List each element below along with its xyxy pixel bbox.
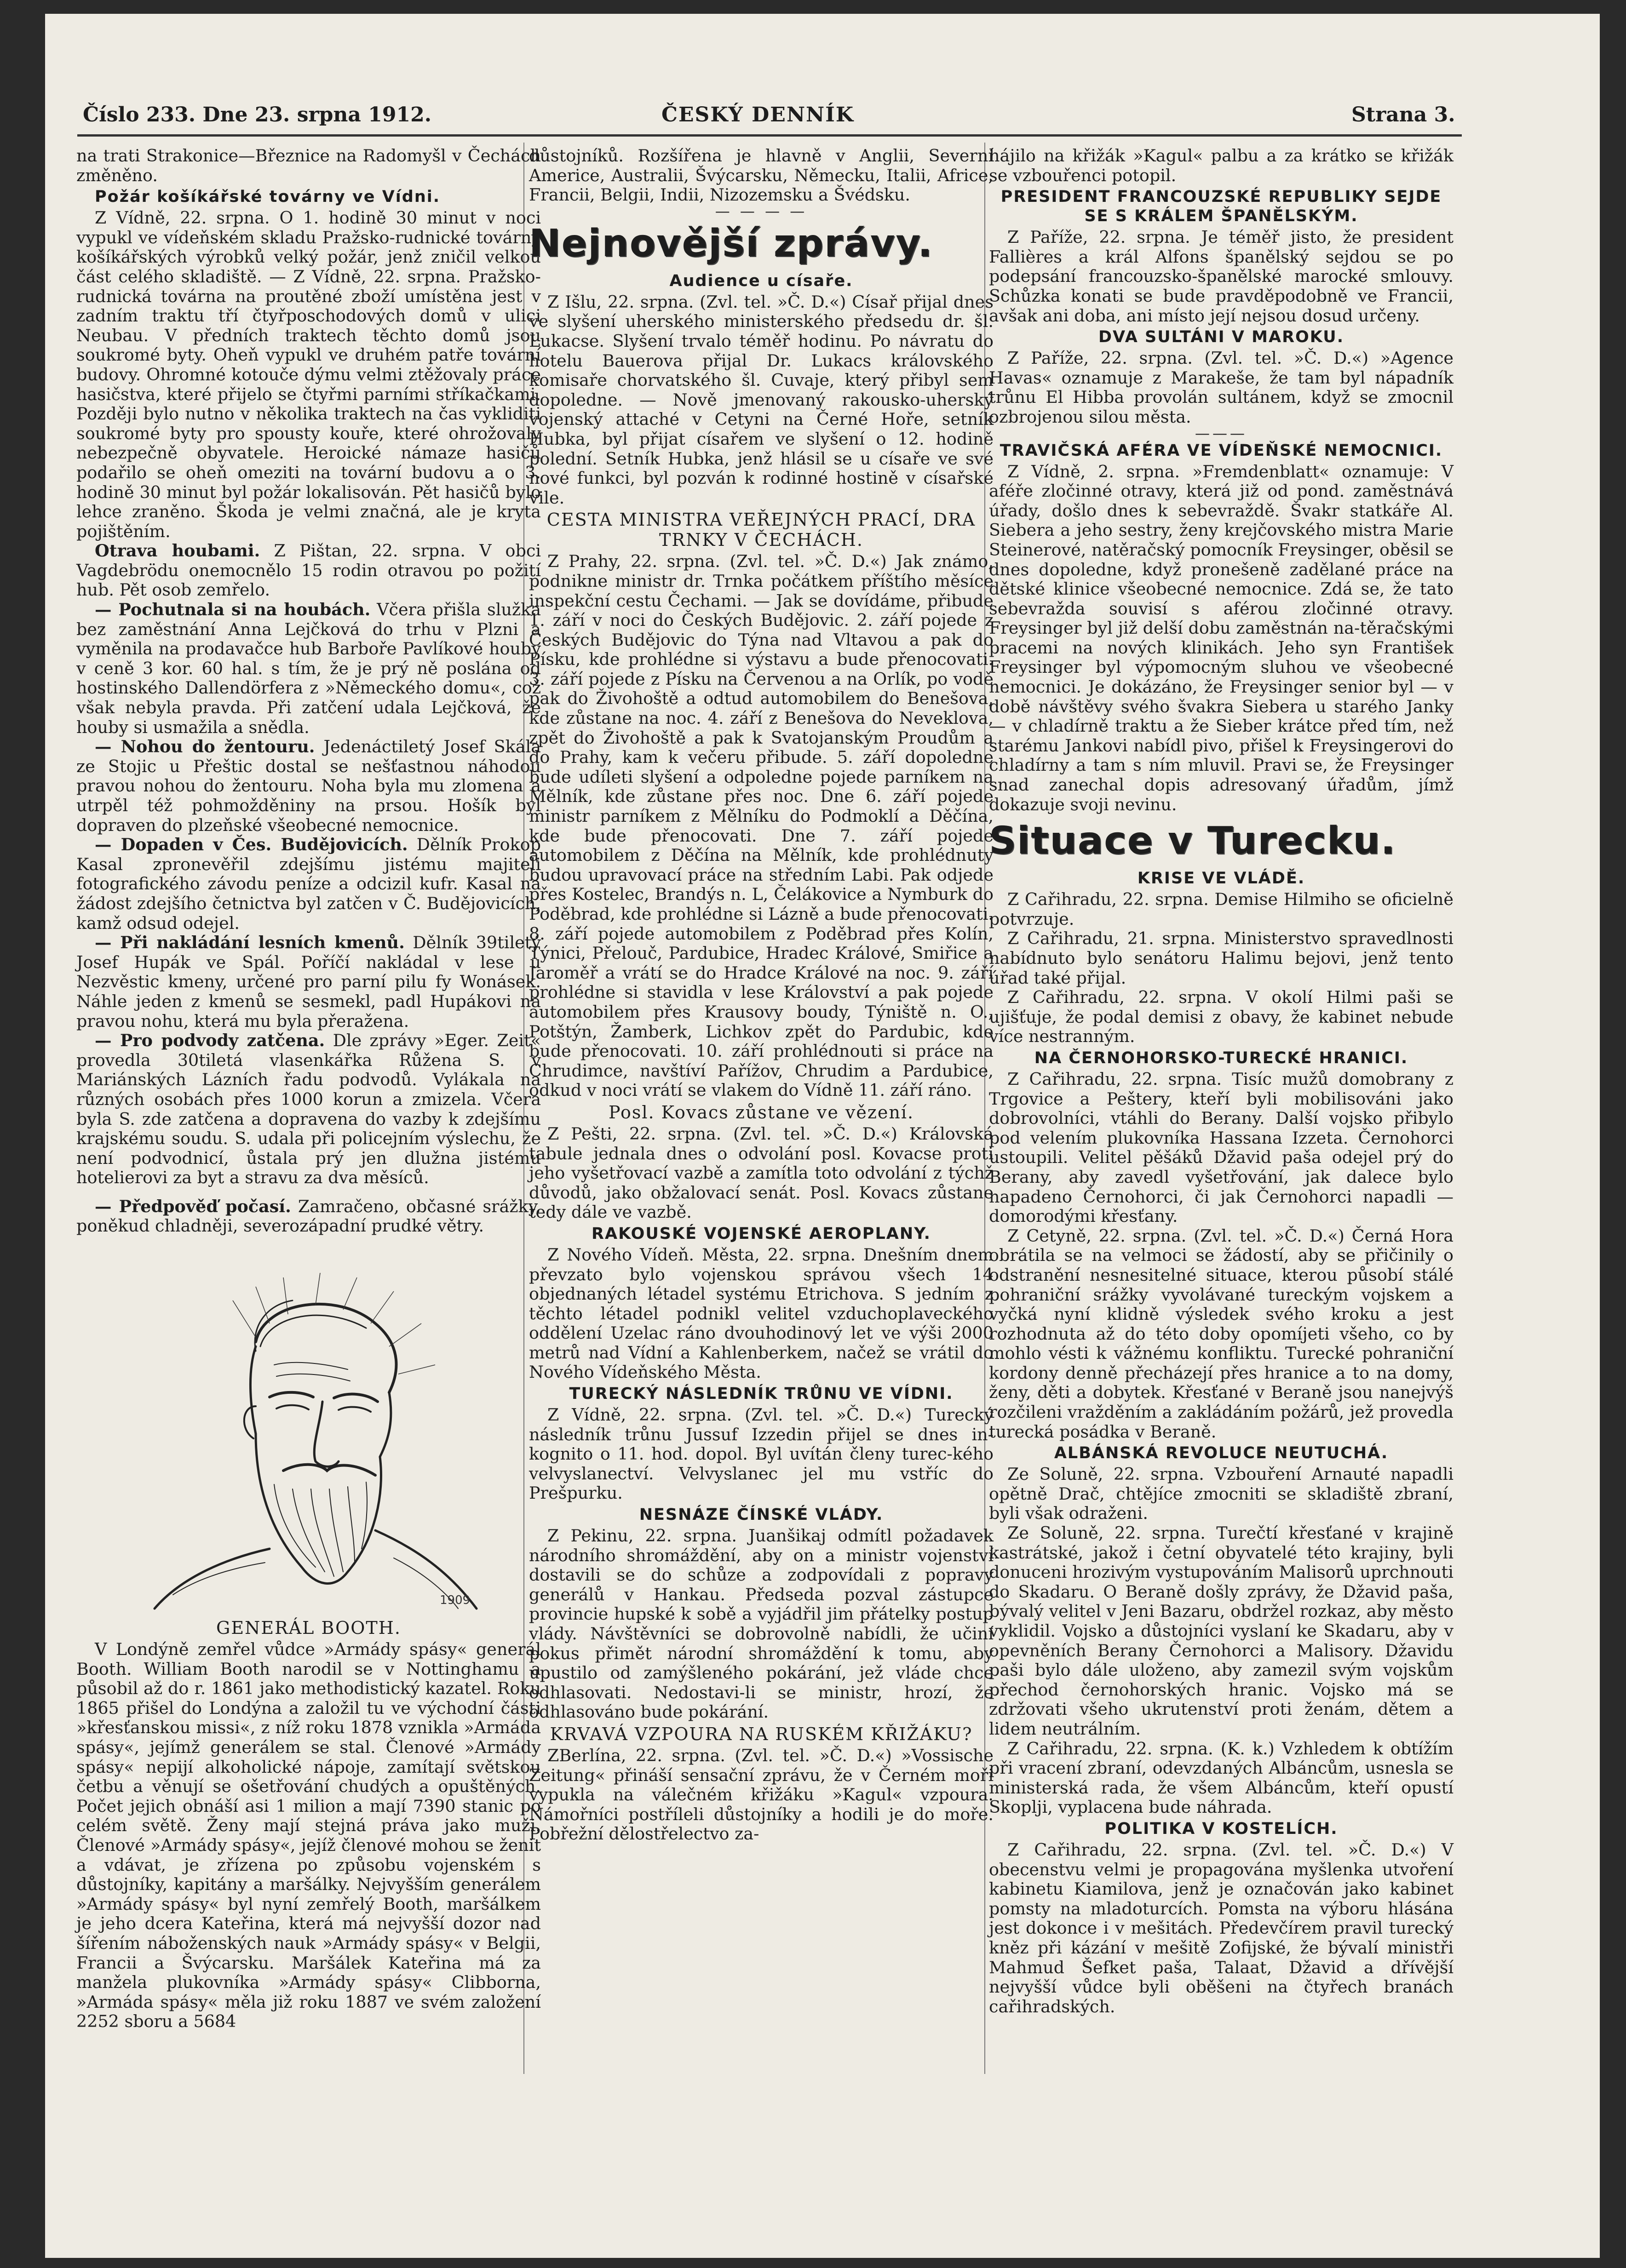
article-text: Z Paříže, 22. srpna. (Zvl. tel. »Č. D.«) »Agence Havas« oznamuje z Marakeše, že tam byl nápadník trůnu El Hibba provolán sultánem, když se zmocnil ozbrojenou silou města. [989,348,1454,427]
article-text: Z Cařihradu, 22. srpna. Demise Hilmiho se oficielně potvrzuje. [989,889,1454,929]
article-text: Dle zprávy »Eger. Zeit« provedla 30tiletá vlasenkářka Růžena S. v Mariánských Lázních řadu podvodů. Vylákala na různých osobách přes 1000 korun a zmizela. Včera byla S. zde zatčena a dopravena do vazby k zdejšímu krajskému soudu. S. udala při policejním výslechu, že není podvodnicí, ůstala prý jen dlužna jistému hotelierovi za byt a stravu za dva měsíců. [76,1031,541,1188]
article-heading: — Dopaden v Čes. Budějovicích. [95,835,408,855]
article-text: Z Cařihradu, 22. srpna. V okolí Hilmi paši se ujišťuje, že podal demisi z obavy, že kabinet nebude více nestranným. [989,987,1454,1047]
article-text: Z Cařihradu, 22. srpna. (Zvl. tel. »Č. D.«) V obecenstvu velmi je propagována myšlenka utvoření kabinetu Kiamilova, jenž je označován jako kabinet pomsty na mladoturcích. Pomsta na výboru hlásána jest dokonce i v mešitách. Předevčírem pravil turecký kněz při kázání v mešitě Zofijské, že bývalí ministři Mahmud Šefket paša, Talaat, Džavid a dřívější nejvyšší vůdce byli oběšeni na čtyřech branách cařihradských. [989,1839,1454,2016]
article-heading: DVA SULTÁNI V MAROKU. [1098,328,1344,347]
article-text: Z Nového Vídeň. Města, 22. srpna. Dnešním dnem převzato bylo vojenskou správou všech 14 objednaných létadel systému Etrichova. S jedním z těchto létadel podnikl velitel vzduchoplaveckého oddělení Uzelac ráno dvouhodinový let ve výši 2000 metrů nad Vídní a Kahlenberkem, načež se vrátil do Nového Vídeňského Města. [529,1244,994,1382]
section-title: Situace v Turecku. [989,819,1396,863]
article-text: Z Cařihradu, 22. srpna. Tisíc mužů domobrany z Trgovice a Peštery, kteří byli mobilisováni jako dobrovolníci, vtáhli do Berany. Další vojsko přibylo pod velením plukovníka Hassana Izzeta. Černohorci ustoupili. Velitel pěšáků Džavid paša odejel prý do Berany, aby zavedl vyšetřování, jak dalece bylo napadeno Černohorci, či jak Černohorci napadli — domorodými křesťany. [989,1069,1454,1226]
article-text: Z Cetyně, 22. srpna. (Zvl. tel. »Č. D.«) Černá Hora obrátila se na velmoci se žádostí, aby se přičinily o odstranění nesnesitelné situace, kterou působí stálé pohraniční srážky vyvolávané tureckým vojskem a vyčká nyní klidně výsledek svého kroku a jest rozhodnuta až do této doby opomíjeti všeho, co by mohlo vésti k vážnému konfliktu. Turecké pohraniční kordony denně přecházejí přes hranice a to na domy, ženy, děti a dobytek. Křesťané v Beraně jsou nanejvýš rozčileni vražděním a zakládáním požárů, jež provedla turecká posádka v Beraně. [989,1226,1454,1442]
article-text: Z Cařihradu, 21. srpna. Ministerstvo spravedlnosti nabídnuto bylo senátoru Halimu bejovi, jenž tento úřad také přijal. [989,928,1454,988]
article-text: Z Prahy, 22. srpna. (Zvl. tel. »Č. D.«) Jak známo, podnikne ministr dr. Trnka počátkem příštího měsíce inspekční cestu Čechami. — Jak se dovídáme, přibude 1. září v noci do Českých Budějovic. 2. září pojede z Českých Budějovic do Týna nad Vltavou a pak do Písku, kde prohlédne si výstavu a bude přenocovati. 3. září pojede z Písku na Červenou a na Orlík, po vodě pak do Živohoště a odtud automobilem do Benešova, kde zůstane na noc. 4. září z Benešova do Neveklova, zpět do Živohoště a pak k Svatojanským Proudům a do Prahy, kam k večeru přibude. 5. září dopoledne bude udíleti slyšení a odpoledne pojede parníkem na Mělník, kde zůstane přes noc. Dne 6. září pojede ministr parníkem z Mělníku do Podmoklí a Děčína, kde bude přenocovati. Dne 7. září pojede automobilem z Děčína na Mělník, kde prohlédnuty budou upravovací práce na středním Labi. Pak odjede přes Kostelec, Brandýs n. L, Čelákovice a Nymburk do Poděbrad, kde prohlédne si Lázně a bude přenocovati. 8. září pojede automobilem z Poděbrad přes Kolín, Týnici, Přelouč, Pardubice, Hradec Králové, Smiřice a Jaroměř a vrátí se do Hradce Králové na noc. 9. září prohlédne si stavidla v lese Království a pak pojede automobilem přes Krausovy boudy, Týniště n. O., Potštýn, Žamberk, Lichkov zpět do Pardubic, kde bude přenocovati. 10. září prohlédnouti si práce na Chrudimce, navštíví Pařížov, Chrudim a Pardubice, odkud v noci vrátí se vlakem do Vídně 11. září ráno. [529,551,994,1100]
article-text: Z Pištan, 22. srpna. V obci Vagdebrödu onemocnělo 15 rodin otravou po požití hub. Pět osob zemřelo. [76,541,541,600]
section-title: Nejnovější zprávy. [529,221,933,265]
article-heading: RAKOUSKÉ VOJENSKÉ AEROPLANY. [592,1224,931,1243]
article-text: Z Pešti, 22. srpna. (Zvl. tel. »Č. D.«) Královská tabule jednala dnes o odvolání posl. Kovacse proti jeho vyšetřovací vazbě a zamítla toto odvolání z týchž důvodů, jako obžalovací senát. Posl. Kovacs zůstane tedy dále ve vazbě. [529,1123,994,1222]
article-heading: Audience u císaře. [669,271,853,290]
article-heading: TRAVIČSKÁ AFÉRA VE VÍDEŇSKÉ NEMOCNICI. [1000,441,1443,460]
article-heading: TURECKÝ NÁSLEDNÍK TRŮNU VE VÍDNI. [569,1385,954,1403]
article-heading: — Nohou do žentouru. [95,737,315,757]
article-heading: NA ČERNOHORSKO-TURECKÉ HRANICI. [1034,1048,1408,1067]
article-text: Z Vídně, 22. srpna. (Zvl. tel. »Č. D.«) Turecký následník trůnu Jussuf Izzedin přijel se dnes in-kognito o 11. hod. dopol. Byl uvítán členy turec-kého velvyslanectví. Velvyslanec jel mu vstříc do Prešpurku. [529,1405,994,1503]
newspaper-page [45,14,1600,2258]
article-text: ZBerlína, 22. srpna. (Zvl. tel. »Č. D.«) »Vossische Zeitung« přináší sensační zprávu, že v Černém moři vypukla na válečném křižáku »Kagul« vzpoura. Námořníci postříleli důstojníky a hodili je do moře. Pobřežní dělostřelectvo za- [529,1745,994,1844]
article-text: hájilo na křižák »Kagul« palbu a za krátko se křižák se vzbouřenci potopil. [989,146,1454,185]
article-text: Včera přišla služka bez zaměstnání Anna Lejčková do trhu v Plzni a vyměnila na prodavačce hub Barboře Pavlíkové houby v ceně 3 kor. 60 hal. s tím, že je prý ně poslána od hostinského Dallendörfera z »Německého domu«, což však nebyla pravda. Při zatčení udala Lejčková, že houby si usmažila a snědla. [76,600,541,737]
article-heading: KRISE VE VLÁDĚ. [1137,869,1305,888]
article-heading: — Předpověď počasí. [95,1196,291,1216]
article-heading: ALBÁNSKÁ REVOLUCE NEUTUCHÁ. [1054,1444,1389,1463]
masthead-title: ČESKÝ DENNÍK [661,103,855,126]
header-rule [77,134,1462,137]
article-heading: POLITIKA V KOSTELÍCH. [1104,1819,1338,1838]
article-text: Dělník Prokop Kasal zpronevěřil zdejšímu jistému majiteli fotografického závodu peníze a odcizil kufr. Kasal na žádost zdejšího četnictva byl zatčen v Č. Budějovicích, kamž odsud odejel. [76,835,541,933]
article-heading: CESTA MINISTRA VEŘEJNÝCH PRACÍ, DRA TRNKY V ČECHÁCH. [546,510,976,550]
article-heading: PRESIDENT FRANCOUZSKÉ REPUBLIKY SEJDE SE S KRÁLEM ŠPANĚLSKÝM. [1000,188,1442,226]
article-heading: — Pochutnala si na houbách. [95,600,371,620]
article-heading: — Při nakládání lesních kmenů. [95,933,405,953]
article-text: Z Pekinu, 22. srpna. Juanšikaj odmítl požadavek národního shromáždění, aby on a ministr vojenství dostavili se do schůze a zodpovídali z popravy generálů v Hankau. Předseda pozval zástupce provincie hupské k sobě a vyjádřil jim přátelky postup vlády. Návštěvníci se dobrovolně nabídli, že učiní pokus přimět národní shromáždění k tomu, aby upustilo od zamýšleného pokárání, jež vláde chce odhlasovati. Nedostavi-li se ministr, hrozí, že odhlasováno bude pokárání. [529,1526,994,1722]
article-text: Dělník 39tiletý Josef Hupák ve Spál. Poříčí nakládal v lese u Nezvěstic kmeny, určené pro parní pilu fy Wonásek. Náhle jeden z kmenů se sesmekl, padl Hupákovi na pravou nohu, která mu byla přeražena. [76,933,541,1031]
article-text: Ze Soluně, 22. srpna. Turečtí křesťané v krajině kastrátské, jakož i četní obyvatelé této krajiny, byli donuceni hrozivým vystupováním Malisorů uprchnouti do Skadaru. O Beraně došly zprávy, že Džavid paša, bývalý velitel v Jeni Bazaru, obdržel rozkaz, aby město vyklidil. Vojsko a důstojníci vyslaní ke Skadaru, aby v opevněních Berany Černohorci a Malisory. Džavidu paši bylo dále uloženo, aby zamezil svým vojskům přechod černohorských hranic. Vojsko má se zdržovati všeho ukrutenství proti ženám, dětem a lidem neutrálním. [989,1523,1454,1739]
issue-number-date: Číslo 233. Dne 23. srpna 1912. [83,103,432,126]
column-2 [529,146,994,1844]
article-heading: KRVAVÁ VZPOURA NA RUSKÉM KŘIŽÁKU? [550,1724,973,1744]
article-heading: NESNÁZE ČÍNSKÉ VLÁDY. [639,1506,884,1524]
article-text: Ze Soluně, 22. srpna. Vzbouření Arnauté napadli opětně Drač, chtějíce zmocniti se skladiště zbraní, byli však odraženi. [989,1464,1454,1523]
article-text: Z Vídně, 22. srpna. O 1. hodině 30 minut v noci vypukl ve vídeňském skladu Pražsko-rudnické továrny košíkářských výrobků velký požár, jenž zničil velkou část celého skladiště. — Z Vídně, 22. srpna. Pražsko-rudnická továrna na proutěné zboží umístěna jest v zadním traktu tří čtyřposchodových domů v ulici Neubau. V předních traktech těchto domů jsou soukromé byty. Oheň vypukl ve druhém patře tovární budovy. Ohromné kotouče dýmu velmi ztěžovaly práce hasičstva, které přijelo se čtyřmi parními stříkačkami. Později bylo nutno v několika traktech na čas vykliditi soukromé byty pro spousty kouře, které ohrožovaly nebezpečně obyvatele. Heroické námaze hasičů podařilo se oheň omeziti na tovární budovu a o 3. hodině 30 minut byl požár lokalisován. Pět hasičů bylo lehce zraněno. Škoda je velmi značná, ale je kryta pojištěním. [76,208,541,541]
article-heading: Posl. Kovacs zůstane ve vězení. [608,1102,914,1123]
article-text: Z Paříže, 22. srpna. Je téměř jisto, že president Fallières a král Alfons španělský sejdou se po podepsání francouzsko-španělské marocké smlouvy. Schůzka konati se bude pravděpodobně ve Francii, avšak ani doba, ani místo její nejsou dosud určeny. [989,227,1454,326]
article-text: Jedenáctiletý Josef Skála ze Stojic u Přeštic dostal se nešťastnou náhodou pravou nohou do žentouru. Noha byla mu zlomena a utrpěl též pohmožděniny na prsou. Hošík byl dopraven do plzeňské všeobecné nemocnice. [76,737,541,835]
portrait-illustration [118,1273,495,1613]
article-text: V Londýně zemřel vůdce »Armády spásy« generál Booth. William Booth narodil se v Nottinghamu a působil až do r. 1861 jako methodistický kazatel. Roku 1865 přišel do Londýna a založil tu ve východní části »křesťanskou missi«, z níž roku 1878 vznikla »Armáda spásy«, jejímž generálem se stal. Členové »Armády spásy« nepijí alkoholické nápoje, zamítají světskou četbu a věnují se ošetřování chudých a opuštěných. Počet jejich obnáší asi 1 milion a mají 7390 stanic po celém světě. Ženy mají stejná práva jako muži. Členové »Armády spásy«, jejíž členové mohou se ženit a vdávat, je zřízena po způsobu vojenském s důstojníky, kapitány a maršálky. Nejvyšším generálem »Armády spásy« byl nyní zemřelý Booth, maršálkem je jeho dcera Kateřina, která má nejvyšší dozor nad šířením náboženských nauk »Armády spásy« v Belgii, Francii a Švýcarsku. Maršálek Kateřina má za manžela plukovníka »Armády spásy« Clibborna, »Armáda spásy« měla již roku 1887 ve svém založení 2252 sboru a 5684 [76,1639,541,2032]
article-text: Z Išlu, 22. srpna. (Zvl. tel. »Č. D.«) Císař přijal dnes ve slyšení uherského ministerského předsedu dr. šl. Lukacse. Slyšení trvalo téměř hodinu. Po návratu do hotelu Bauerova přijal Dr. Lukacs královského komisaře chorvatského šl. Cuvaje, který přibyl sem dopoledne. — Nově jmenovaný rakousko-uherský vojenský attaché v Cetyni na Černé Hoře, setník Hubka, byl přijat císařem ve slyšení o 12. hodině polední. Setník Hubka, jenž hlásil se u císaře ve své nové funkci, byl pozván k rodinné hostině v císařské vile. [529,292,994,508]
general-booth-portrait [118,1273,495,1613]
article-heading: Požár košíkářské továrny ve Vídni. [95,188,441,206]
portrait-caption: GENERÁL BOOTH. [216,1618,401,1638]
svg-text:1909: 1909 [440,1593,471,1608]
column-3 [989,146,1454,2016]
article-text: Zamračeno, občasné srážky, poněkud chladněji, severozápadní prudké větry. [76,1196,541,1236]
article-text: Z Vídně, 2. srpna. »Fremdenblatt« oznamuje: V aféře zločinné otravy, která již od pond. zaměstnává úřady, došlo dnes k sebevraždě. Švakr statkáře Al. Siebera a jeho sestry, ženy krejčovského mistra Marie Steinerové, natěračský pomocník Freysinger, oběsil se dnes dopoledne, když pronešeně zadělané práce na dětské klinice všeobecné nemocnice. Zdá se, že tato sebevražda souvisí s aférou zločinné otravy. Freysinger byl již delší dobu zaměstnán na-těračskými pracemi na nových klinikách. Jeho syn František Freysinger byl výpomocným sluhou ve všeobecné nemocnici. Je dokázáno, že Freysinger senior byl — v době návštěvy svého švakra Siebera u starého Janky — v chladírně traktu a že Sieber krátce před tím, než starému Jankovi nabídl pivo, přišel k Freysingerovi do chladírny a tam s ním mluvil. Pravi se, že Freysinger snad zanechal dopis adresovaný úřadům, jímž dokazuje svoji nevinu. [989,461,1454,814]
page-number: Strana 3. [1351,103,1455,126]
article-heading: — Pro podvody zatčena. [95,1031,325,1051]
article-text: Z Cařihradu, 22. srpna. (K. k.) Vzhledem k obtížím při vracení zbraní, odevzdaných Albáncům, usnesla se ministerská rada, že všem Albáncům, kteří opustí Skoplji, vyplacena bude náhrada. [989,1738,1454,1817]
article-text: na trati Strakonice—Březnice na Radomyšl v Čechách změněno. [76,146,541,185]
separator: ——— [1195,424,1247,442]
article-heading: Otrava houbami. [95,541,260,561]
article-text: důstojníků. Rozšířena je hlavně v Anglii, Severní Americe, Australii, Švýcarsku, Německu, Italii, Africe, Francii, Belgii, Indii, Nizozemsku a Švédsku. [529,146,994,205]
separator: — — — — [715,202,808,220]
column-1 [76,146,541,2032]
